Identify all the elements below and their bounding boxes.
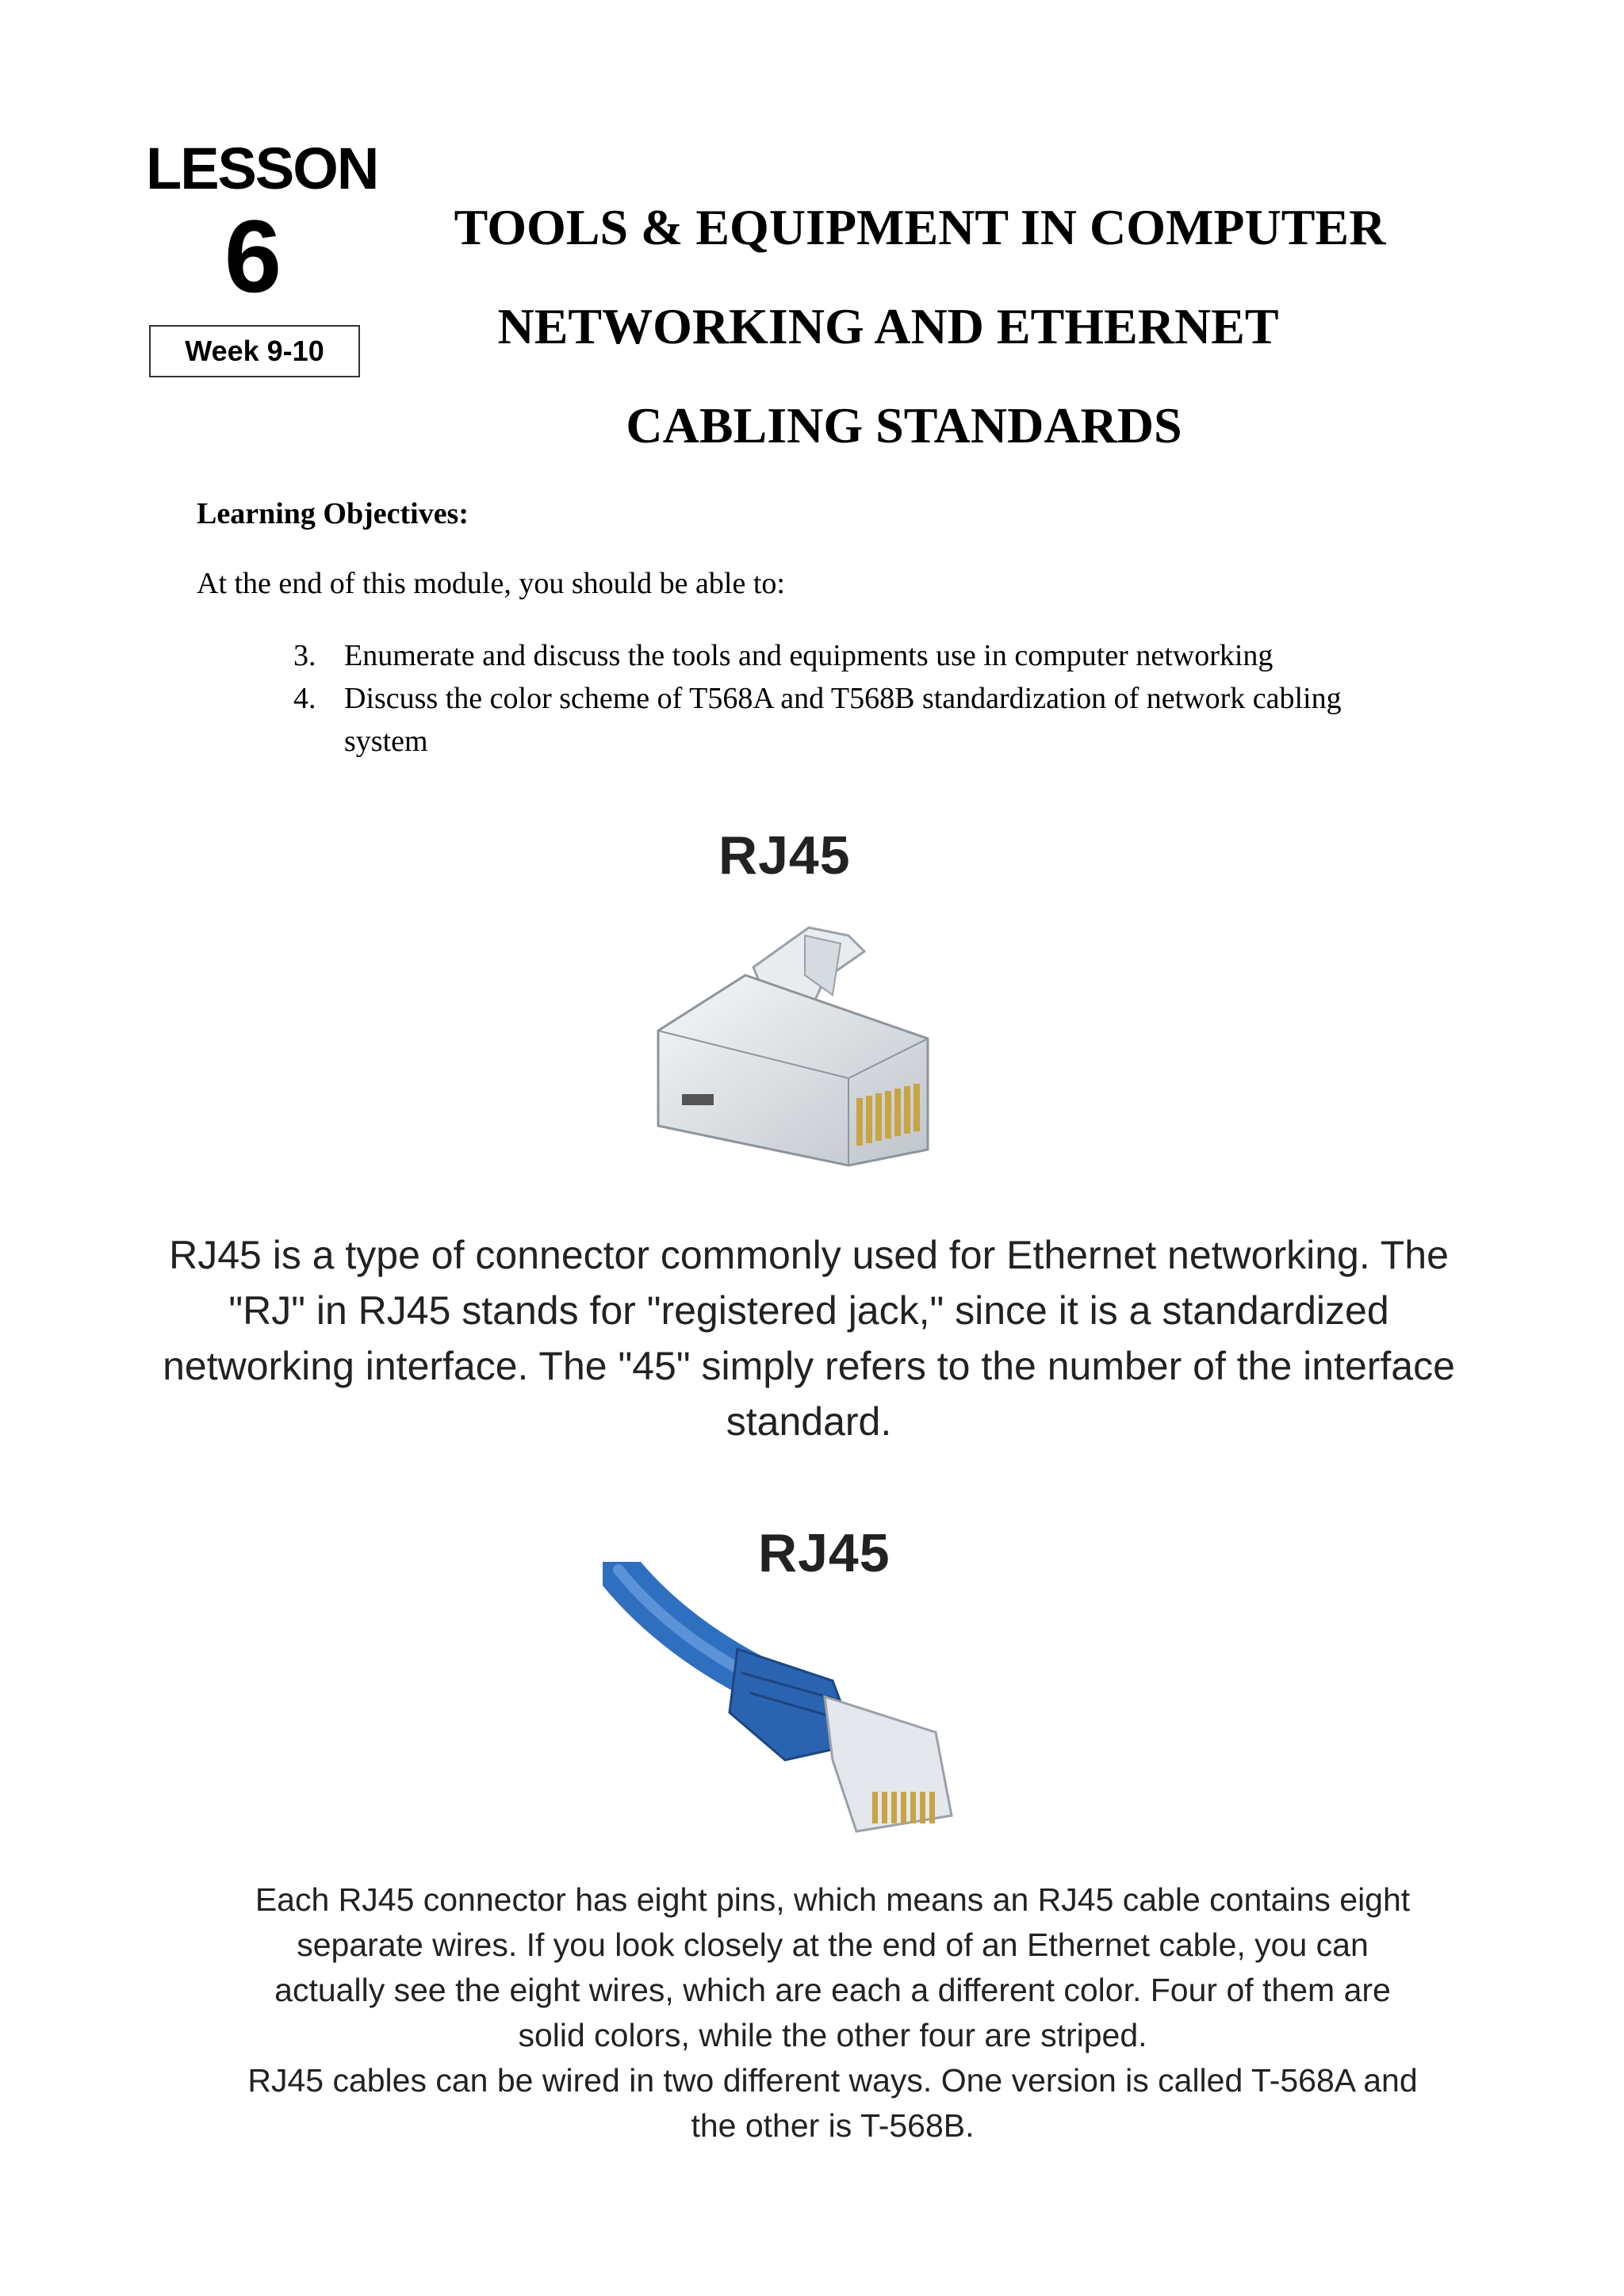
caption-line: actually see the eight wires, which are each a different color. Four of them are [274,1972,1391,2008]
caption-line: Each RJ45 connector has eight pins, which means an RJ45 cable contains eight [255,1881,1411,1918]
figure-1-caption: RJ45 is a type of connector commonly used for Ethernet networking. The "RJ" in RJ45 stands for "registered jack," since it is a standardized networking interface. The "45" simply refers to the number of the interface standard. [163,1233,1455,1444]
caption-line: solid colors, while the other four are striped. [518,2017,1147,2053]
objective-text: Enumerate and discuss the tools and equipments use in computer networking [344,639,1274,672]
page-title-line-3: CABLING STANDARDS [626,397,1182,453]
caption-line: RJ45 cables can be wired in two different ways. One version is called T-568A and [247,2062,1418,2099]
page-title-line-2: NETWORKING AND ETHERNET [497,298,1279,354]
caption-line: the other is T-568B. [691,2107,975,2144]
page-title-line-1: TOOLS & EQUIPMENT IN COMPUTER [454,199,1386,255]
figure-1-label: RJ45 [718,825,851,886]
figure-2-caption [206,1877,1459,2149]
objectives-intro: At the end of this module, you should be able to: [197,567,785,600]
lesson-label: LESSON [146,136,378,201]
week-badge: Week 9-10 [149,325,360,377]
lesson-number: 6 [224,198,282,314]
objective-number: 4. [293,682,316,715]
rj45-connector-image [634,920,983,1173]
figure-2-label: RJ45 [758,1523,891,1583]
caption-line: separate wires. If you look closely at the end of an Ethernet cable, you can [297,1927,1369,1963]
objective-item [293,677,1372,772]
objective-number: 3. [293,639,316,672]
objectives-heading: Learning Objectives: [197,497,469,530]
objective-text: Discuss the color scheme of T568A and T568B standardization of network cabling system [344,682,1342,758]
rj45-cable-image [603,1562,1015,1847]
